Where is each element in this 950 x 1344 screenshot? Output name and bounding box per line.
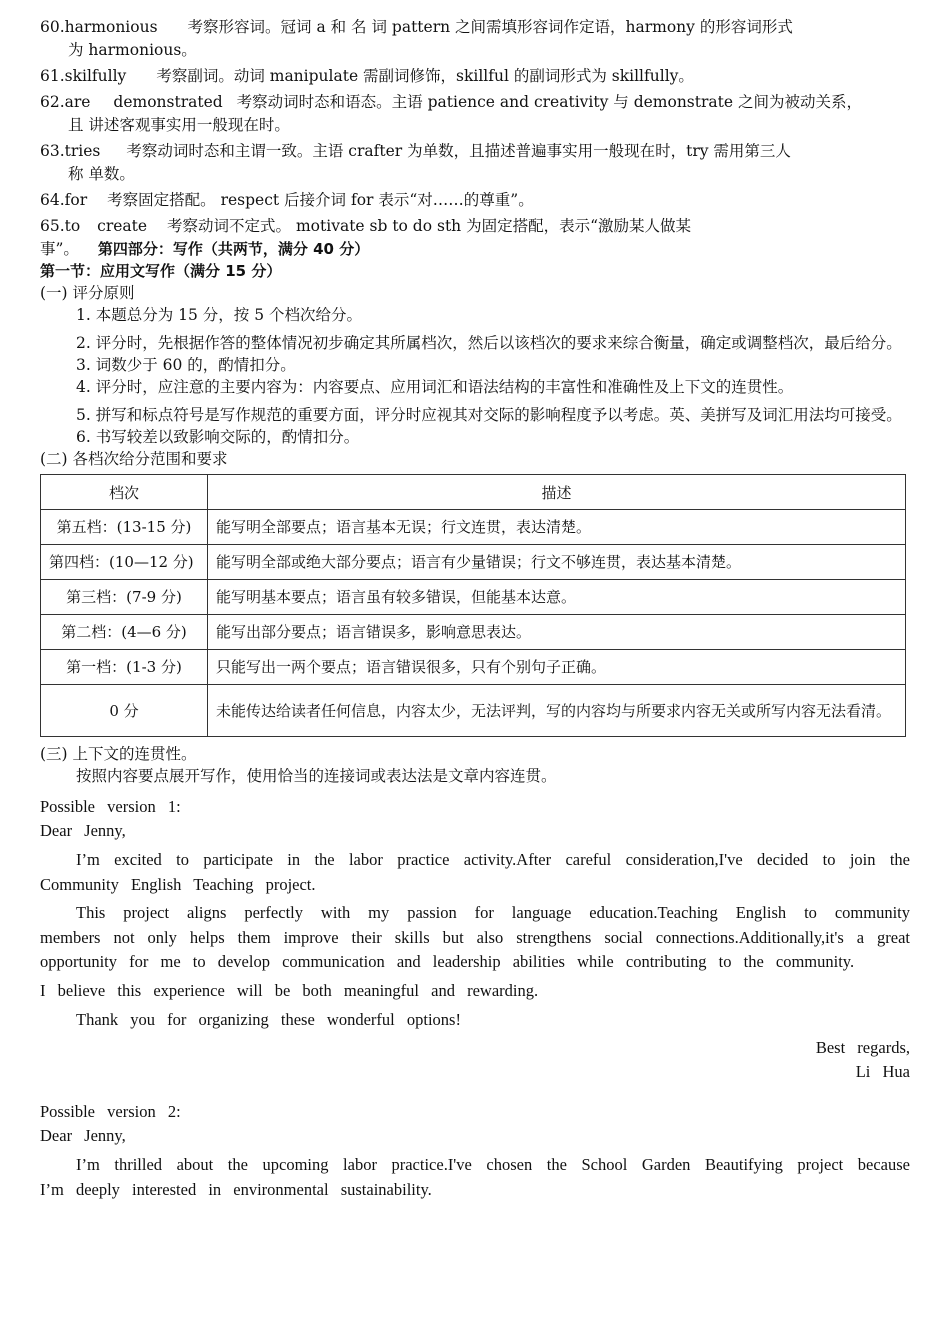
answer-63 [40,140,910,186]
table-row [41,615,906,650]
answer-continuation: 称 单数。 [68,165,135,183]
level-cell: 第二档：(4—6 分) [41,615,208,650]
principle-item: 3. 词数少于 60 的，酌情扣分。 [76,356,296,374]
level-cell: 第三档：(7-9 分) [41,580,208,615]
table-row [41,545,906,580]
principle-item: 4. 评分时，应注意的主要内容为：内容要点、应用词汇和语法结构的丰富性和准确性及上下文的连贯性。 [76,378,794,396]
answer-64 [40,189,910,212]
answer-body: 考察动词不定式。 motivate sb to do sth 为固定搭配，表示“激励某人做某 [167,217,692,235]
table-header-level: 档次 [41,475,208,510]
version2-paragraph: I’m thrilled about the upcoming labor practice.I've chosen the School Garden Beautifying project because I’m deeply interested in environmental sustainability. [40,1154,910,1199]
level-cell: 0 分 [41,685,208,737]
answer-key-page [40,0,910,1202]
level-cell: 第一档：(1-3 分) [41,650,208,685]
version1-paragraph: I’m excited to participate in the labor practice activity.After careful consideration,I've decided to join the Community English Teaching project. [40,850,910,894]
principles-heading: (一) 评分原则 [40,284,135,302]
desc-cell: 未能传达给读者任何信息，内容太少，无法评判，写的内容均与所要求内容无关或所写内容无法看清。 [208,685,906,737]
answer-65 [40,215,910,238]
part4-title: 第四部分：写作（共两节，满分 40 分） [97,240,370,258]
grading-table [40,474,906,737]
version1-signature: Li Hua [855,1061,910,1081]
answer-list [40,16,910,260]
answer-continuation: 且 讲述客观事实用一般现在时。 [68,116,290,134]
version2-label: Possible version 2: [40,1101,181,1121]
desc-cell: 能写出部分要点；语言错误多，影响意思表达。 [208,615,906,650]
version1-salutation: Dear Jenny, [40,821,126,840]
answer-61 [40,65,910,88]
version1-paragraph: Thank you for organizing these wonderful options! [76,1009,461,1029]
version1-closing: Best regards, [815,1037,910,1057]
answer-body: 考察动词时态和主谓一致。主语 crafter 为单数，且描述普遍事实用一般现在时，try 需用第三人 [126,142,791,160]
answer-65-tail: 事”。 [40,240,79,258]
coherence-heading: (三) 上下文的连贯性。 [40,745,197,763]
answer-continuation: 为 harmonious。 [68,41,197,59]
desc-cell: 只能写出一两个要点；语言错误很多，只有个别句子正确。 [208,650,906,685]
table-row [41,580,906,615]
section1-title: 第一节：应用文写作（满分 15 分） [40,262,282,280]
principle-item: 5. 拼写和标点符号是写作规范的重要方面，评分时应视其对交际的影响程度予以考虑。英、美拼写及词汇用法均可接受。 [76,406,902,424]
version1-label: Possible version 1: [40,797,181,816]
answer-head: 63.tries [40,142,101,160]
answer-65-tail-line [40,238,910,260]
principle-item: 1. 本题总分为 15 分，按 5 个档次给分。 [76,306,363,324]
table-header-row [41,475,906,510]
answer-head: 61.skilfully [40,67,127,85]
answer-62 [40,91,910,137]
version2-essay [40,1100,910,1202]
levels-heading: (二) 各档次给分范围和要求 [40,450,228,468]
level-cell: 第四档：(10—12 分) [41,545,208,580]
answer-body: 考察固定搭配。 respect 后接介词 for 表示“对……的尊重”。 [107,191,534,209]
principle-item: 2. 评分时，先根据作答的整体情况初步确定其所属档次，然后以该档次的要求来综合衡量，确定或调整档次，最后给分。 [76,334,902,352]
answer-body: 考察副词。动词 manipulate 需副词修饰，skillful 的副词形式为 skillfully。 [156,67,694,85]
answer-body: 考察动词时态和语态。主语 patience and creativity 与 demonstrate 之间为被动关系， [236,93,862,111]
answer-head: 65.to create [40,217,148,235]
version1-paragraph: I believe this experience will be both meaningful and rewarding. [40,980,539,1000]
answer-head: 64.for [40,191,88,209]
desc-cell: 能写明全部要点；语言基本无误；行文连贯，表达清楚。 [208,510,906,545]
answer-60 [40,16,910,62]
principle-item: 6. 书写较差以致影响交际的，酌情扣分。 [76,428,360,446]
table-row [41,510,906,545]
level-cell: 第五档：(13-15 分) [41,510,208,545]
desc-cell: 能写明基本要点；语言虽有较多错误，但能基本达意。 [208,580,906,615]
principles-list [40,304,910,448]
table-header-desc: 描述 [208,475,906,510]
table-row [41,685,906,737]
answer-body: 考察形容词。冠词 a 和 名 词 pattern 之间需填形容词作定语，harmony 的形容词形式 [187,18,793,36]
table-row [41,650,906,685]
version1-paragraph: This project aligns perfectly with my passion for language education.Teaching English to community members not only helps them improve their skills but also strengthens social connections.Additionally,it's a great opportunity for me to develop communication and leadership abilities while contributing to the community. [40,903,910,971]
answer-head: 62.are demonstrated [40,93,223,111]
coherence-text: 按照内容要点展开写作，使用恰当的连接词或表达法是文章内容连贯。 [76,767,557,785]
answer-head: 60.harmonious [40,18,158,36]
desc-cell: 能写明全部或绝大部分要点；语言有少量错误；行文不够连贯，表达基本清楚。 [208,545,906,580]
version1-essay [40,795,910,1084]
version2-salutation: Dear Jenny, [40,1125,126,1145]
